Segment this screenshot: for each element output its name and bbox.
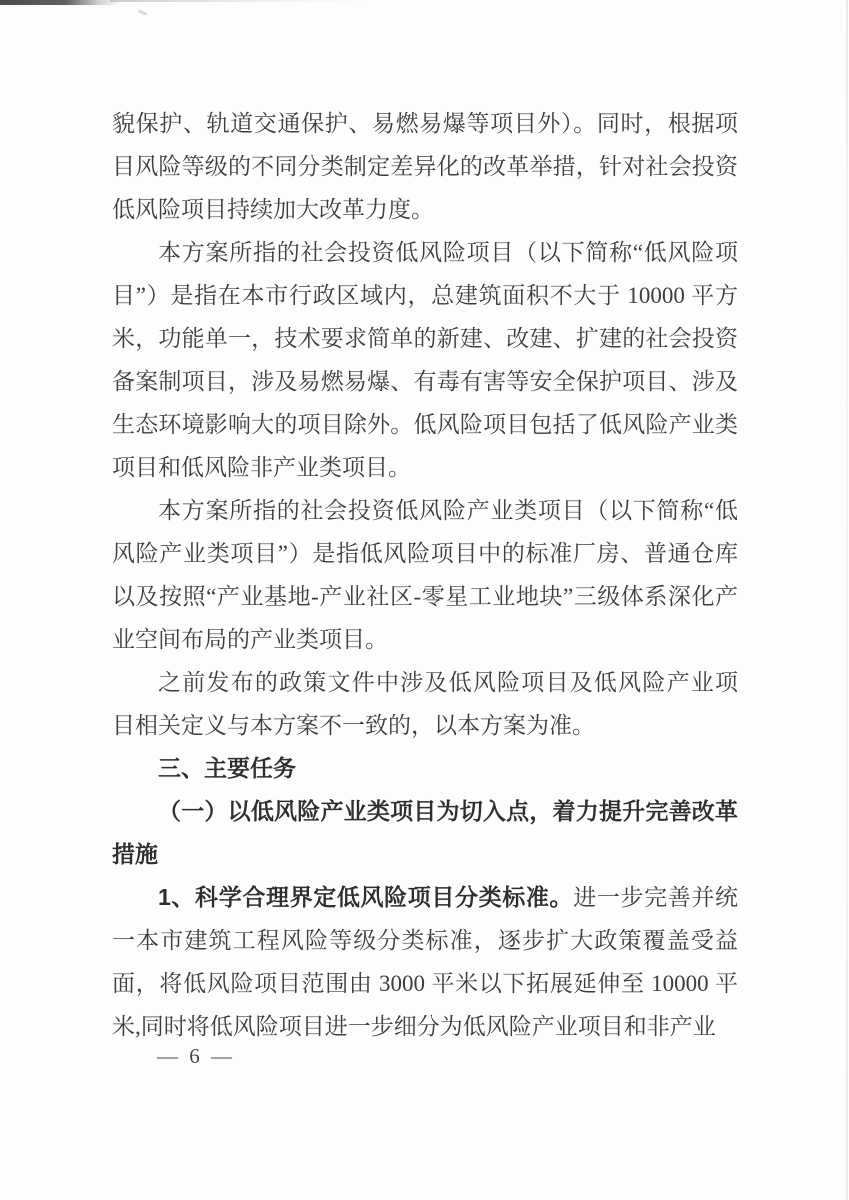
- text-line: 备案制项目，涉及易燃易爆、有毒有害等安全保护项目、涉及: [112, 369, 738, 394]
- text-line: 米,同时将低风险项目进一步细分为低风险产业项目和非产业: [112, 1014, 716, 1039]
- text-line: 目风险等级的不同分类制定差异化的改革举措，针对社会投资: [112, 154, 738, 179]
- text-line: 低风险项目持续加大改革力度。: [112, 197, 434, 222]
- heading: [112, 747, 738, 790]
- text-line: 本方案所指的社会投资低风险产业类项目（以下简称“低: [158, 498, 738, 523]
- text-line: （一）以低风险产业类项目为切入点，着力提升完善改革: [158, 798, 738, 824]
- text-line: 之前发布的政策文件中涉及低风险项目及低风险产业项: [158, 670, 738, 695]
- scan-speck: [138, 9, 147, 16]
- text-line: 本方案所指的社会投资低风险项目（以下简称“低风险项: [158, 240, 738, 265]
- text-line: 一本市建筑工程风险等级分类标准，逐步扩大政策覆盖受益: [112, 928, 738, 953]
- text-line: [112, 876, 738, 919]
- heading: [112, 790, 738, 876]
- text-line: 三、主要任务: [158, 755, 296, 781]
- text-line: 项目和低风险非产业类项目。: [112, 455, 411, 480]
- document-body: [112, 102, 738, 1048]
- text-line: 风险产业类项目”）是指低风险项目中的标准厂房、普通仓库: [112, 541, 738, 566]
- text-line: 业空间布局的产业类项目。: [112, 627, 388, 652]
- text-line: 以及按照“产业基地-产业社区-零星工业地块”三级体系深化产: [112, 584, 738, 609]
- paragraph: [112, 102, 738, 231]
- scan-smudge-top-left: [0, 0, 120, 5]
- paragraph: [112, 661, 738, 747]
- text-line: 生态环境影响大的项目除外。低风险项目包括了低风险产业类: [112, 412, 738, 437]
- scan-line-top-edge: [110, 0, 370, 2]
- text-line: 措施: [112, 841, 158, 867]
- text-line: 米，功能单一，技术要求简单的新建、改建、扩建的社会投资: [112, 326, 738, 351]
- text-line: 面，将低风险项目范围由 3000 平米以下拓展延伸至 10000 平: [112, 971, 738, 996]
- paragraph: [112, 489, 738, 661]
- text-line: 貌保护、轨道交通保护、易燃易爆等项目外）。同时，根据项: [112, 111, 738, 136]
- line-text: 进一步完善并统: [573, 885, 738, 910]
- paragraph: [112, 876, 738, 1048]
- bold-lead-text: 1、科学合理界定低风险项目分类标准。: [158, 884, 574, 910]
- page-number: — 6 —: [157, 1044, 235, 1068]
- text-line: 目”）是指在本市行政区域内，总建筑面积不大于 10000 平方: [112, 283, 738, 308]
- text-line: 目相关定义与本方案不一致的，以本方案为准。: [112, 713, 595, 738]
- paragraph: [112, 231, 738, 489]
- scan-line-right-edge: [846, 0, 848, 1200]
